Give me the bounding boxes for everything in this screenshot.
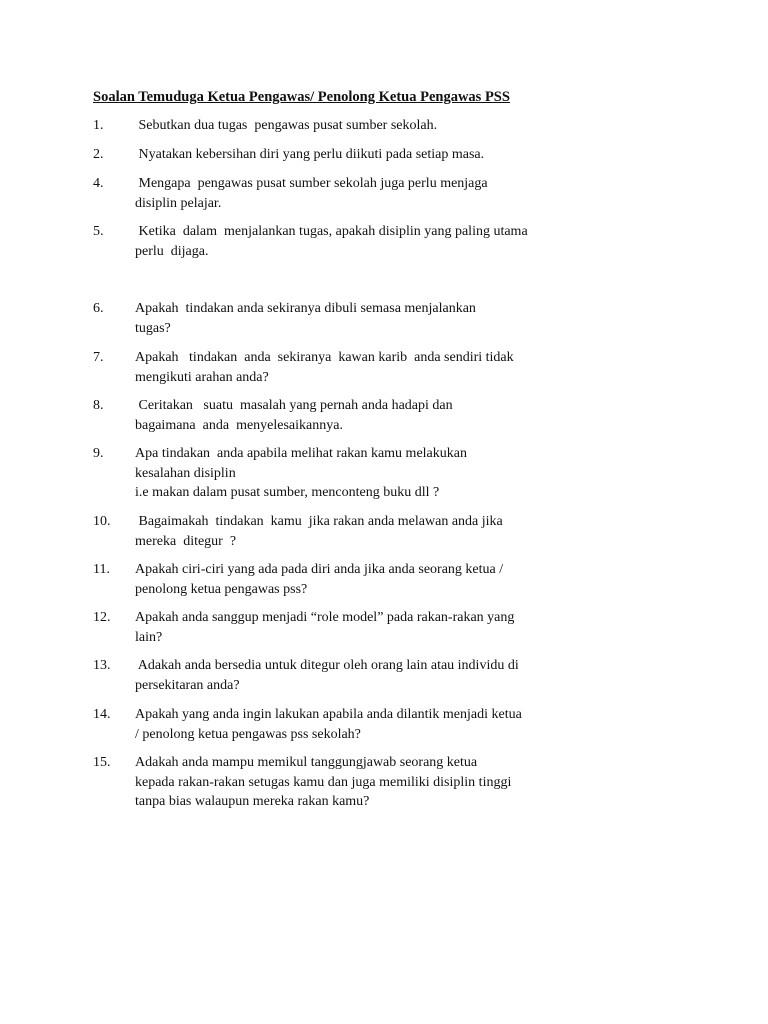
- question-line: Adakah anda mampu memikul tanggungjawab seorang ketua: [135, 755, 478, 770]
- question-number: 7.: [93, 350, 104, 365]
- question-text: [135, 116, 585, 136]
- question-text: [135, 348, 585, 387]
- question-line: persekitaran anda?: [135, 677, 240, 693]
- question-line: Apakah tindakan anda sekiranya dibuli semasa menjalankan: [135, 301, 476, 316]
- question-line: Apakah anda sanggup menjadi “role model” pada rakan-rakan yang: [135, 610, 515, 625]
- question-text: [135, 705, 585, 744]
- question-text: [135, 656, 585, 695]
- question-line: lain?: [135, 629, 163, 645]
- question-line: Adakah anda bersedia untuk ditegur oleh orang lain atau individu di: [135, 658, 519, 673]
- question-line: Ketika dalam menjalankan tugas, apakah disiplin yang paling utama: [135, 224, 528, 239]
- question-line: Apakah ciri-ciri yang ada pada diri anda jika anda seorang ketua /: [135, 562, 504, 577]
- question-line: / penolong ketua pengawas pss sekolah?: [135, 726, 361, 742]
- question-line: Mengapa pengawas pusat sumber sekolah juga perlu menjaga: [135, 176, 488, 191]
- question-text: [135, 299, 585, 338]
- question-line: kesalahan disiplin: [135, 465, 236, 481]
- question-number: 9.: [93, 446, 104, 461]
- question-number: 1.: [93, 118, 104, 133]
- question-text: [135, 512, 585, 551]
- question-text: [135, 560, 585, 599]
- question-text: [135, 174, 585, 213]
- question-line: perlu dijaga.: [135, 243, 209, 259]
- question-line: tanpa bias walaupun mereka rakan kamu?: [135, 794, 370, 809]
- question-line: Bagaimakah tindakan kamu jika rakan anda melawan anda jika: [135, 514, 503, 529]
- question-line: Nyatakan kebersihan diri yang perlu diikuti pada setiap masa.: [135, 147, 485, 162]
- question-number: 2.: [93, 147, 104, 162]
- question-number: 11.: [93, 562, 110, 577]
- question-line: i.e makan dalam pusat sumber, menconteng buku dll ?: [135, 485, 440, 500]
- question-line: Apa tindakan anda apabila melihat rakan kamu melakukan: [135, 446, 467, 461]
- question-number: 6.: [93, 301, 104, 316]
- question-number: 13.: [93, 658, 111, 673]
- question-number: 15.: [93, 755, 111, 770]
- question-number: 12.: [93, 610, 111, 625]
- question-number: 4.: [93, 176, 104, 191]
- question-number: 10.: [93, 514, 111, 529]
- question-text: [135, 753, 585, 812]
- question-line: penolong ketua pengawas pss?: [135, 581, 308, 597]
- question-line: tugas?: [135, 320, 171, 336]
- question-line: mereka ditegur ?: [135, 533, 237, 549]
- question-text: [135, 145, 585, 165]
- question-number: 5.: [93, 224, 104, 239]
- question-line: Sebutkan dua tugas pengawas pusat sumber sekolah.: [135, 118, 438, 133]
- document-title: Soalan Temuduga Ketua Pengawas/ Penolong Ketua Pengawas PSS: [93, 89, 510, 105]
- question-line: Ceritakan suatu masalah yang pernah anda hadapi dan: [135, 398, 453, 413]
- question-text: [135, 396, 585, 435]
- question-line: kepada rakan-rakan setugas kamu dan juga memiliki disiplin tinggi: [135, 774, 512, 790]
- question-text: [135, 608, 585, 647]
- question-text: [135, 222, 585, 261]
- question-number: 14.: [93, 707, 111, 722]
- question-line: mengikuti arahan anda?: [135, 369, 269, 385]
- question-line: bagaimana anda menyelesaikannya.: [135, 417, 343, 433]
- question-line: Apakah tindakan anda sekiranya kawan karib anda sendiri tidak: [135, 350, 514, 365]
- question-text: [135, 444, 585, 503]
- question-line: Apakah yang anda ingin lakukan apabila anda dilantik menjadi ketua: [135, 707, 522, 722]
- question-number: 8.: [93, 398, 104, 413]
- question-line: disiplin pelajar.: [135, 195, 222, 211]
